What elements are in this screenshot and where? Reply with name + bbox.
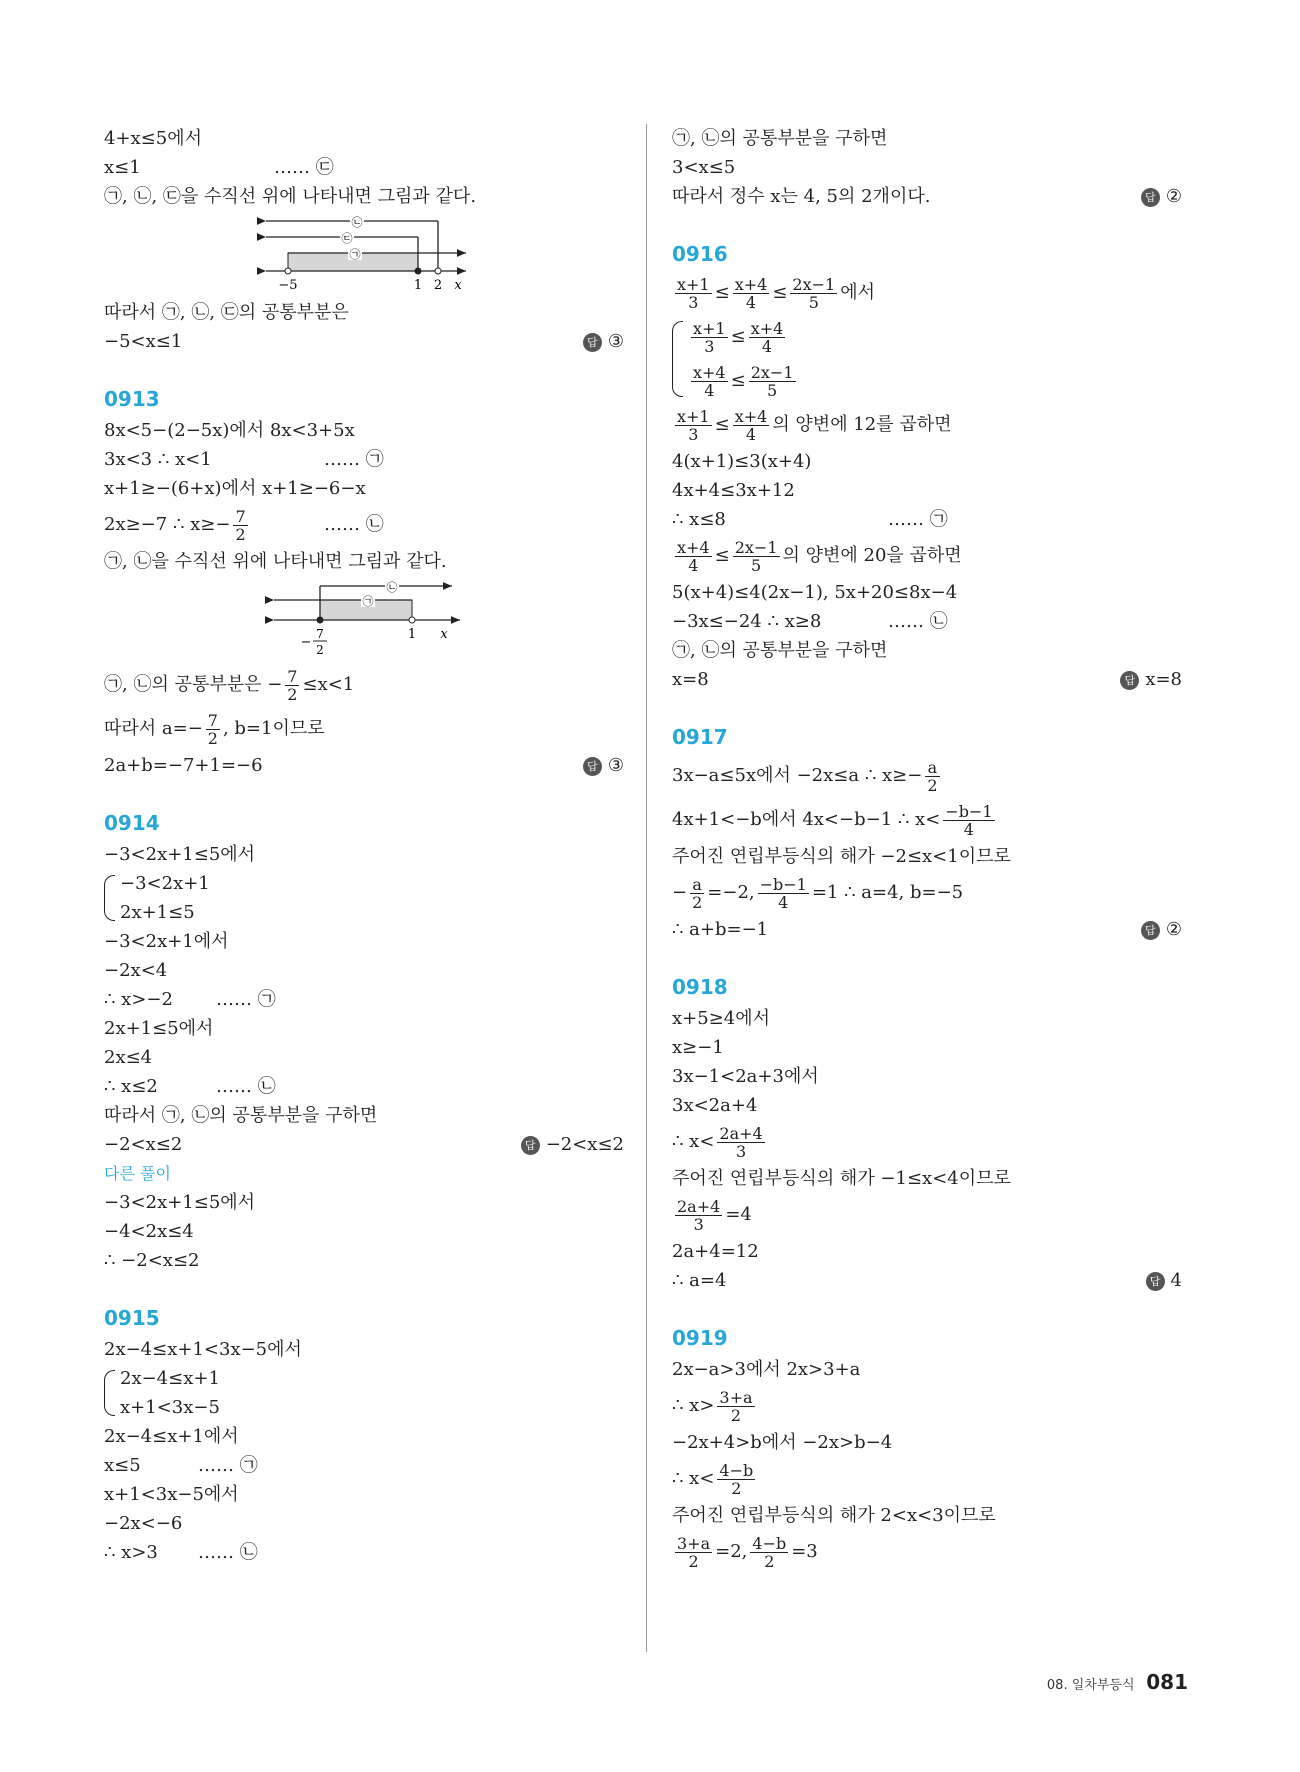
line: 4(x+1)≤3(x+4) [672, 451, 812, 472]
inequality-system [104, 869, 624, 927]
line: x+5≥4에서 [672, 1008, 770, 1029]
label-c1: ㉠ [349, 248, 361, 261]
line: 따라서 ㉠, ㉡의 공통부분을 구하면 [104, 1105, 378, 1126]
line: ∴ x≤2 …… ㉡ [104, 1072, 624, 1101]
line: ∴ x>3 …… ㉡ [104, 1538, 624, 1567]
answer: 답 −2<x≤2 [521, 1130, 624, 1159]
line: 3x−1<2a+3에서 [672, 1066, 819, 1087]
number-line-figure-1 [104, 211, 624, 293]
brace-icon [672, 321, 683, 397]
page-number: 081 [1146, 1670, 1188, 1694]
answer-badge-icon: 답 [583, 757, 602, 776]
tag: …… ㉡ [216, 1076, 276, 1097]
fraction: $\frac{2a+4}{3}$ [719, 1123, 763, 1161]
line: −4<2x≤4 [104, 1221, 194, 1242]
fraction: $\frac{x+4}{4}$ [677, 537, 710, 575]
fraction: $\frac{a}{2}$ [692, 874, 703, 912]
inequality-system [104, 1364, 624, 1422]
line: 5(x+4)≤4(2x−1), 5x+20≤8x−4 [672, 582, 958, 603]
line: x+1<3x−5에서 [104, 1484, 239, 1505]
line: −2x+4>b에서 −2x>b−4 [672, 1432, 893, 1453]
line: $\frac{x+1}{3}$ ≤ $\frac{x+4}{4}$ [693, 318, 784, 356]
tag: …… ㉠ [198, 1455, 258, 1476]
tag: …… ㉢ [274, 157, 334, 178]
label-c2: ㉡ [386, 581, 398, 594]
line: ∴ a+b=−1 답 ② [672, 915, 1182, 944]
fraction: $\frac{7}{2}$ [287, 666, 298, 704]
page-footer [1047, 1670, 1188, 1694]
line: 2x−a>3에서 2x>3+a [672, 1359, 861, 1380]
line: 3<x≤5 [672, 157, 736, 178]
line: ∴ x≤8 …… ㉠ [672, 505, 1182, 534]
answer-badge-icon: 답 [1120, 671, 1139, 690]
tick-label: −5 [278, 278, 298, 293]
line: ㉠, ㉡, ㉢을 수직선 위에 나타내면 그림과 같다. [104, 186, 477, 207]
line: x+1<3x−5 [120, 1397, 220, 1418]
line: ∴ x< $\frac{4-b}{2}$ [672, 1460, 754, 1498]
line: ㉠, ㉡의 공통부분을 구하면 [672, 640, 888, 661]
line: 2x−4≤x+1에서 [104, 1426, 239, 1447]
fraction: $\frac{x+4}{4}$ [734, 274, 768, 312]
fraction: $\frac{2x-1}{5}$ [734, 537, 778, 575]
chapter-title: 08. 일차부등식 [1046, 1678, 1135, 1693]
fraction: $\frac{-b-1}{4}$ [945, 801, 993, 839]
left-column [104, 124, 624, 1567]
line: 2x−4≤x+1<3x−5에서 [104, 1339, 302, 1360]
line: 4+x≤5에서 [104, 128, 202, 149]
answer-badge-icon: 답 [1146, 1272, 1165, 1291]
line: $\frac{2a+4}{3}$ =4 [677, 1196, 752, 1234]
line: −2<x≤2 답 −2<x≤2 [104, 1130, 624, 1159]
tick-label: x [454, 278, 462, 293]
answer-badge-icon: 답 [1141, 921, 1160, 940]
tag: …… ㉡ [198, 1542, 258, 1563]
tick-label: 2 [433, 278, 443, 293]
tick-label: − [300, 635, 312, 650]
line: −3x≤−24 ∴ x≥8 …… ㉡ [672, 607, 1182, 636]
line: 2x+1≤5에서 [104, 1018, 214, 1039]
right-column [672, 124, 1182, 1574]
label-c3: ㉢ [341, 232, 353, 245]
line: 2x+1≤5 [120, 902, 195, 923]
fraction: $\frac{3+a}{2}$ [677, 1533, 711, 1571]
line: 3x−a≤5x에서 −2x≤a ∴ x≥− $\frac{a}{2}$ [672, 757, 938, 795]
problem-number: 0913 [104, 387, 160, 411]
line: $\frac{x+4}{4}$ ≤ $\frac{2x-1}{5}$ [693, 362, 794, 400]
tag: …… ㉠ [888, 509, 948, 530]
fraction: $\frac{4-b}{2}$ [719, 1460, 754, 1498]
tag: …… ㉡ [324, 514, 384, 535]
answer-badge-icon: 답 [583, 333, 602, 352]
line: 3x<3 ∴ x<1 …… ㉠ [104, 445, 624, 474]
answer: 답 ③ [583, 327, 624, 356]
tick-label: 7 [316, 627, 324, 641]
inequality-system [672, 315, 1182, 403]
line: x=8 답 x=8 [672, 665, 1182, 694]
line: ㉠, ㉡을 수직선 위에 나타내면 그림과 같다. [104, 551, 447, 572]
tick-label: 1 [413, 278, 423, 293]
tag: …… ㉠ [324, 449, 384, 470]
answer-badge-icon: 답 [521, 1136, 540, 1155]
line: 주어진 연립부등식의 해가 −1≤x<4이므로 [672, 1168, 1011, 1189]
problem-number: 0917 [672, 725, 728, 749]
fraction: $\frac{2x-1}{5}$ [792, 274, 836, 312]
line: 2a+4=12 [672, 1241, 759, 1262]
answer-badge-icon: 답 [1141, 188, 1160, 207]
line: 3x<2a+4 [672, 1095, 758, 1116]
line: 2x≤4 [104, 1047, 153, 1068]
fraction: $\frac{4-b}{2}$ [752, 1533, 787, 1571]
alternative-solution-label: 다른 풀이 [104, 1164, 171, 1183]
line: −5<x≤1 답 ③ [104, 327, 624, 356]
problem-number: 0916 [672, 242, 728, 266]
line: −3<2x+1 [120, 873, 210, 894]
line: 2x−4≤x+1 [120, 1368, 220, 1389]
tick-label: 1 [407, 627, 417, 642]
line: 따라서 ㉠, ㉡, ㉢의 공통부분은 [104, 302, 349, 323]
line: 2x≥−7 ∴ x≥− $\frac{7}{2}$ …… ㉡ [104, 503, 624, 547]
line [104, 1159, 624, 1188]
line: ㉠, ㉡의 공통부분은 − $\frac{7}{2}$ ≤x<1 [104, 666, 355, 704]
line: ㉠, ㉡의 공통부분을 구하면 [672, 128, 888, 149]
line: x≤5 …… ㉠ [104, 1451, 624, 1480]
answer: 답 x=8 [1120, 665, 1182, 694]
line: ∴ −2<x≤2 [104, 1250, 200, 1271]
fraction: $\frac{a}{2}$ [927, 757, 938, 795]
fraction: $\frac{2a+4}{3}$ [677, 1196, 721, 1234]
line: 2a+b=−7+1=−6 답 ③ [104, 751, 624, 780]
line: ∴ x< $\frac{2a+4}{3}$ [672, 1123, 763, 1161]
line: $\frac{x+4}{4}$ ≤ $\frac{2x-1}{5}$ 의 양변에 20을 곱하면 [677, 537, 962, 575]
line: −2x<4 [104, 960, 168, 981]
fraction: $\frac{2x-1}{5}$ [750, 362, 794, 400]
problem-number: 0919 [672, 1326, 728, 1350]
fraction: $\frac{x+4}{4}$ [750, 318, 784, 356]
line: x+1≥−(6+x)에서 x+1≥−6−x [104, 478, 366, 499]
line: 따라서 정수 x는 4, 5의 2개이다. 답 ② [672, 182, 1182, 211]
label-c1: ㉠ [362, 595, 374, 608]
fraction: $\frac{x+1}{3}$ [677, 406, 710, 444]
problem-number: 0915 [104, 1306, 160, 1330]
line: 주어진 연립부등식의 해가 −2≤x<1이므로 [672, 846, 1011, 867]
fraction: $\frac{x+4}{4}$ [734, 406, 768, 444]
line: −3<2x+1에서 [104, 931, 229, 952]
fraction: $\frac{x+4}{4}$ [693, 362, 726, 400]
fraction: $\frac{-b-1}{4}$ [759, 874, 807, 912]
line: $\frac{3+a}{2}$ =2, $\frac{4-b}{2}$ =3 [677, 1533, 818, 1571]
line: ∴ x> $\frac{3+a}{2}$ [672, 1387, 753, 1425]
label-c2: ㉡ [351, 216, 363, 229]
answer: 답 ② [1141, 182, 1182, 211]
line: −3<2x+1≤5에서 [104, 844, 256, 865]
line: 따라서 a=− $\frac{7}{2}$ , b=1이므로 [104, 710, 325, 748]
problem-number: 0914 [104, 811, 160, 835]
line: − $\frac{a}{2}$ =−2, $\frac{-b-1}{4}$ =1 ∴ a=4, b=−5 [672, 874, 964, 912]
fraction: $\frac{3+a}{2}$ [719, 1387, 753, 1425]
line: $\frac{x+1}{3}$ ≤ $\frac{x+4}{4}$ ≤ $\frac{2x-1}{5}$ 에서 [677, 274, 875, 312]
line: 8x<5−(2−5x)에서 8x<3+5x [104, 420, 355, 441]
tag: …… ㉠ [216, 989, 276, 1010]
brace-icon [104, 1370, 115, 1416]
line: ∴ x>−2 …… ㉠ [104, 985, 624, 1014]
line: x≤1 …… ㉢ [104, 153, 624, 182]
line: ∴ a=4 답 4 [672, 1266, 1182, 1295]
number-line-figure-2 [104, 576, 624, 658]
problem-number: 0918 [672, 975, 728, 999]
line: 주어진 연립부등식의 해가 2<x<3이므로 [672, 1505, 996, 1526]
fraction: $\frac{x+1}{3}$ [677, 274, 710, 312]
line: 4x+1<−b에서 4x<−b−1 ∴ x< $\frac{-b-1}{4}$ [672, 801, 993, 839]
line: x≥−1 [672, 1037, 724, 1058]
brace-icon [104, 875, 115, 921]
column-divider [646, 124, 647, 1652]
tick-label: 2 [316, 643, 324, 657]
line: $\frac{x+1}{3}$ ≤ $\frac{x+4}{4}$ 의 양변에 12를 곱하면 [677, 406, 952, 444]
answer: 답 ③ [583, 751, 624, 780]
line: −2x<−6 [104, 1513, 183, 1534]
tag: …… ㉡ [888, 611, 948, 632]
fraction: $\frac{7}{2}$ [235, 506, 246, 544]
tick-label: x [440, 627, 448, 642]
line: −3<2x+1≤5에서 [104, 1192, 256, 1213]
answer: 답 4 [1146, 1266, 1182, 1295]
fraction: $\frac{7}{2}$ [207, 710, 218, 748]
answer: 답 ② [1141, 915, 1182, 944]
line: 4x+4≤3x+12 [672, 480, 795, 501]
fraction: $\frac{x+1}{3}$ [693, 318, 726, 356]
